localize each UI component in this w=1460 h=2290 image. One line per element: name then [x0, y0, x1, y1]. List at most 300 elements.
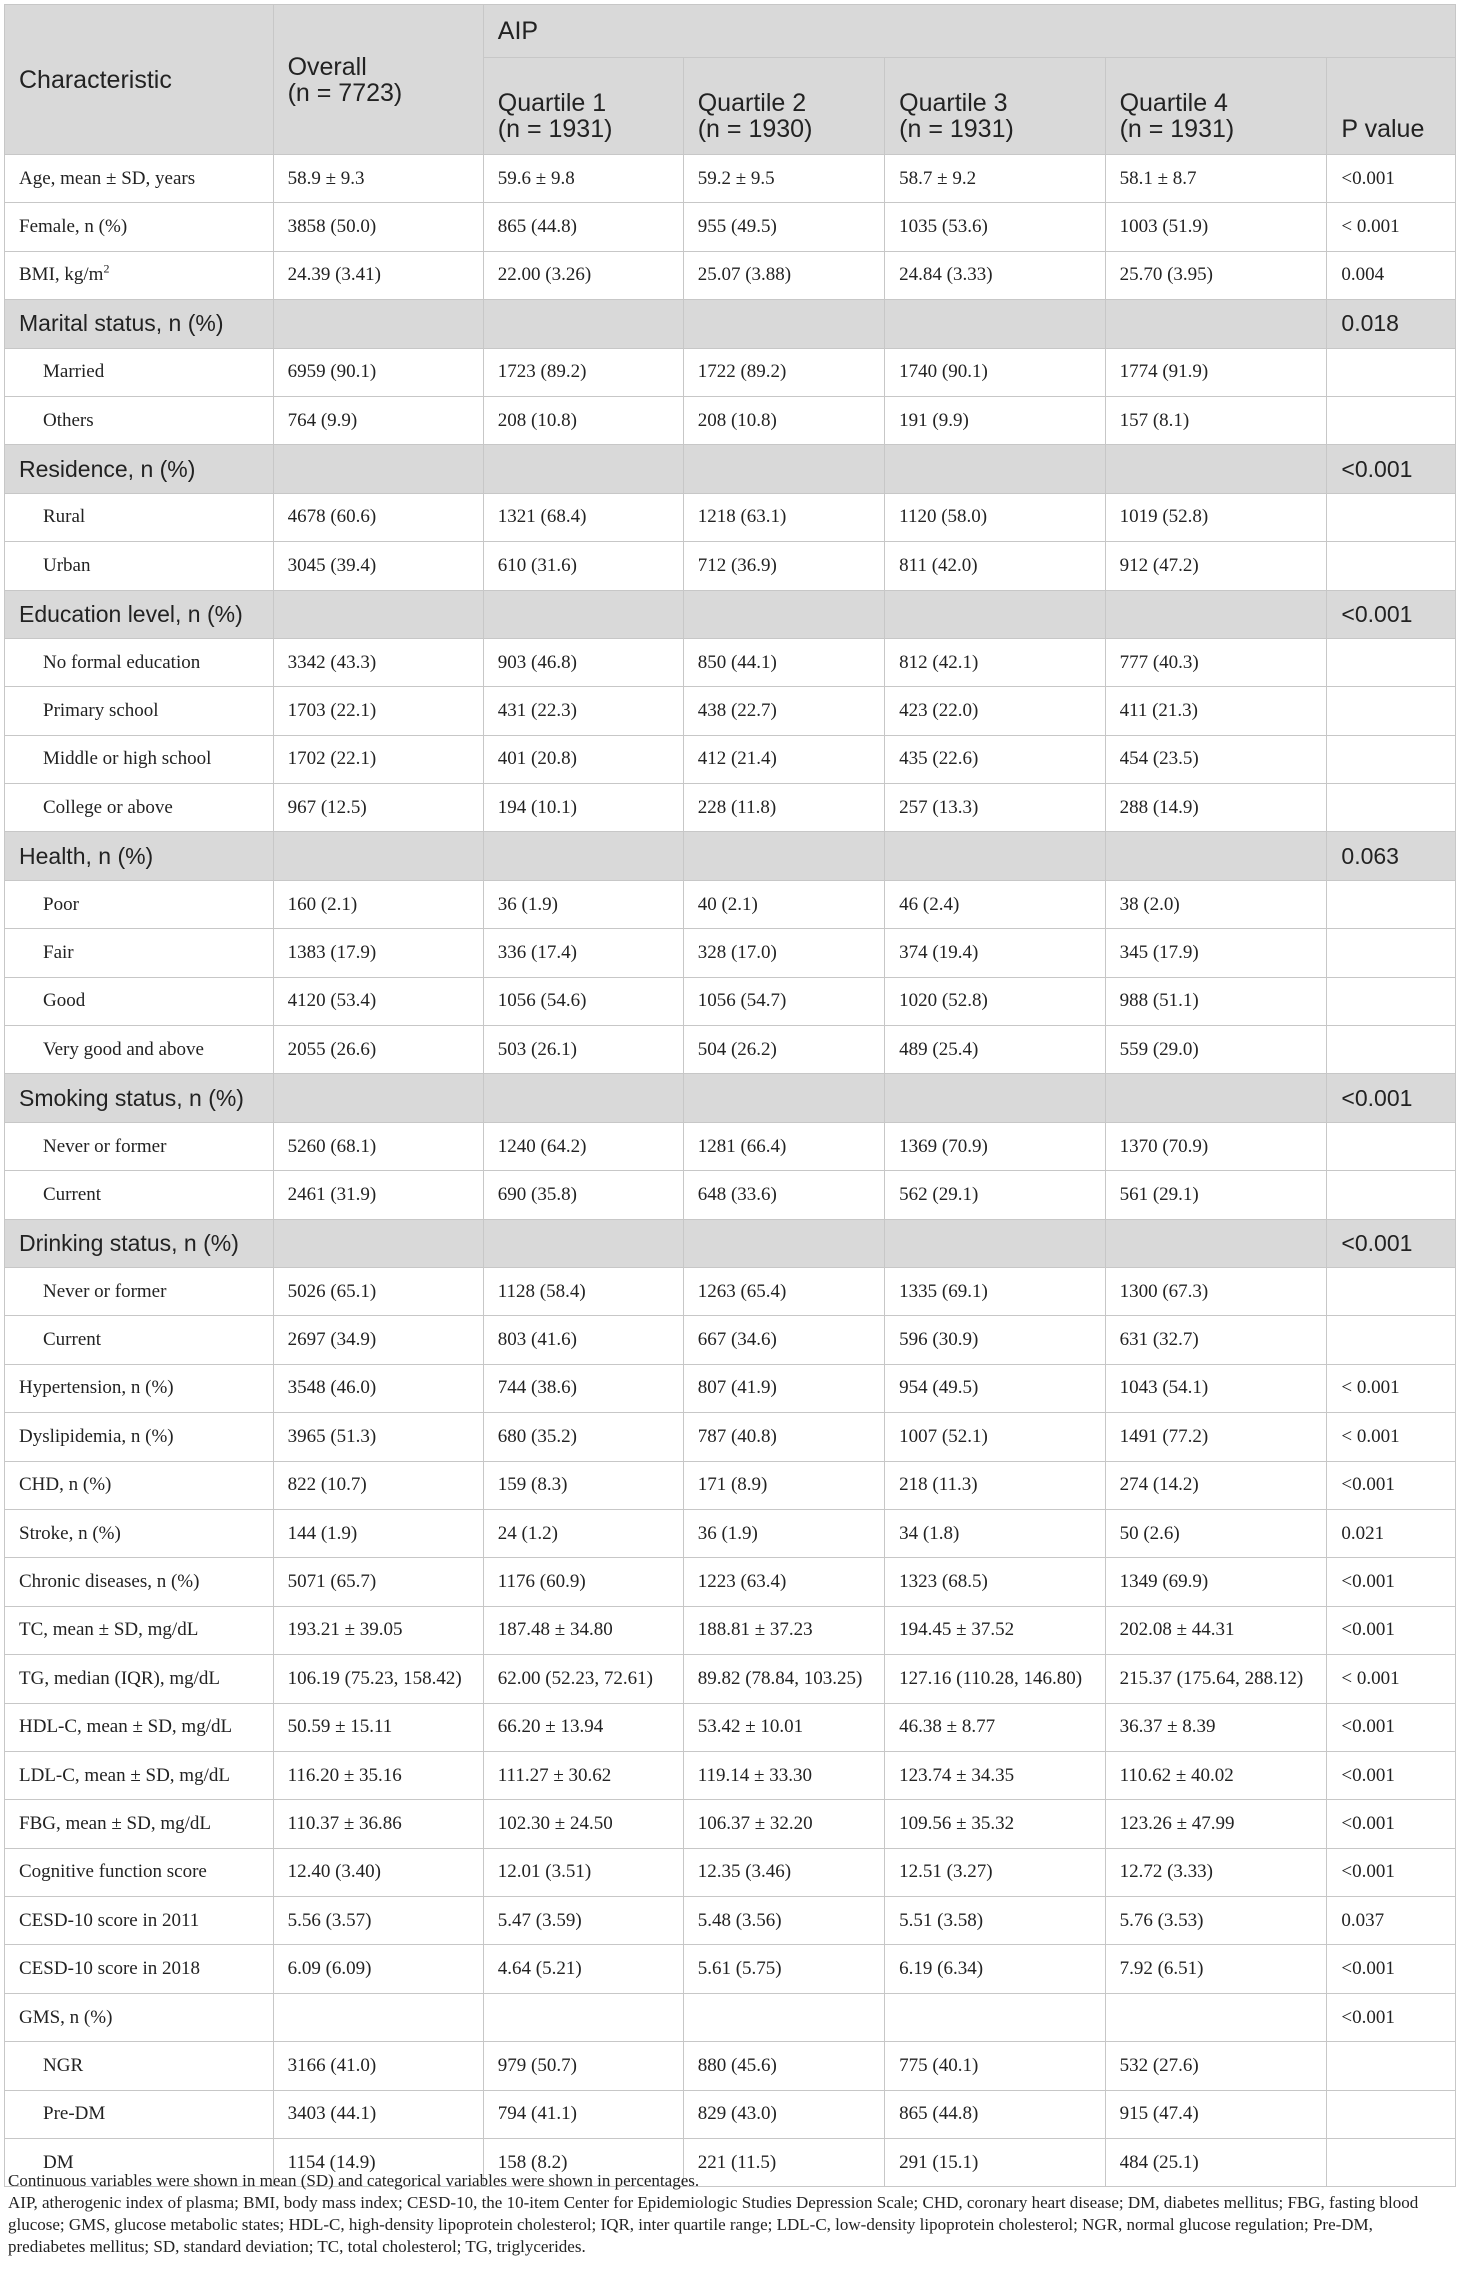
subcategory-row: [5, 2090, 1456, 2138]
cell-quartile-2: 208 (10.8): [683, 396, 884, 444]
row-label: Others: [5, 396, 274, 444]
cell-quartile-4: 7.92 (6.51): [1105, 1945, 1327, 1993]
row-label: Current: [5, 1316, 274, 1364]
cell-quartile-3: 46.38 ± 8.77: [885, 1703, 1105, 1751]
cell-quartile-1: [483, 1219, 683, 1267]
row-label: Fair: [5, 929, 274, 977]
cell-quartile-4: 1491 (77.2): [1105, 1413, 1327, 1461]
cell-quartile-4: 5.76 (3.53): [1105, 1897, 1327, 1945]
cell-overall: 1703 (22.1): [273, 687, 483, 735]
cell-quartile-4: 274 (14.2): [1105, 1461, 1327, 1509]
cell-quartile-2: 119.14 ± 33.30: [683, 1751, 884, 1799]
cell-quartile-4: 532 (27.6): [1105, 2042, 1327, 2090]
cell-quartile-2: 36 (1.9): [683, 1509, 884, 1557]
cell-quartile-3: 812 (42.1): [885, 638, 1105, 686]
cell-p-value: [1327, 1026, 1456, 1074]
row-label: Stroke, n (%): [5, 1509, 274, 1557]
row-label: NGR: [5, 2042, 274, 2090]
cell-quartile-3: 5.51 (3.58): [885, 1897, 1105, 1945]
cell-quartile-1: 803 (41.6): [483, 1316, 683, 1364]
cell-overall: 1702 (22.1): [273, 735, 483, 783]
row-label: Never or former: [5, 1122, 274, 1170]
table-footnotes: [8, 2170, 1448, 2258]
cell-quartile-4: 110.62 ± 40.02: [1105, 1751, 1327, 1799]
cell-quartile-1: 503 (26.1): [483, 1026, 683, 1074]
cell-p-value: [1327, 1267, 1456, 1315]
cell-quartile-1: 111.27 ± 30.62: [483, 1751, 683, 1799]
cell-quartile-3: 1035 (53.6): [885, 203, 1105, 251]
cell-p-value: [1327, 784, 1456, 832]
cell-overall: 4678 (60.6): [273, 493, 483, 541]
table-row: [5, 1993, 1456, 2041]
cell-quartile-1: 431 (22.3): [483, 687, 683, 735]
cell-quartile-4: 1370 (70.9): [1105, 1122, 1327, 1170]
cell-quartile-1: [483, 832, 683, 880]
cell-quartile-3: 596 (30.9): [885, 1316, 1105, 1364]
cell-quartile-2: 171 (8.9): [683, 1461, 884, 1509]
cell-quartile-1: 336 (17.4): [483, 929, 683, 977]
cell-overall: 5260 (68.1): [273, 1122, 483, 1170]
subcategory-row: [5, 735, 1456, 783]
cell-p-value: <0.001: [1327, 1751, 1456, 1799]
cell-quartile-1: 159 (8.3): [483, 1461, 683, 1509]
row-label: FBG, mean ± SD, mg/dL: [5, 1800, 274, 1848]
cell-overall: 2461 (31.9): [273, 1171, 483, 1219]
cell-quartile-2: 1223 (63.4): [683, 1558, 884, 1606]
cell-quartile-3: 1369 (70.9): [885, 1122, 1105, 1170]
cell-quartile-4: [1105, 300, 1327, 348]
subcategory-row: [5, 1267, 1456, 1315]
cell-quartile-3: 423 (22.0): [885, 687, 1105, 735]
header-quartile-4: Quartile 4 (n = 1931): [1105, 58, 1327, 155]
cell-quartile-3: 374 (19.4): [885, 929, 1105, 977]
cell-overall: 5026 (65.1): [273, 1267, 483, 1315]
section-row: [5, 1074, 1456, 1122]
cell-quartile-3: [885, 1219, 1105, 1267]
row-label: Health, n (%): [5, 832, 274, 880]
cell-p-value: <0.001: [1327, 1606, 1456, 1654]
cell-quartile-2: 807 (41.9): [683, 1364, 884, 1412]
baseline-characteristics-table: [4, 4, 1456, 2187]
footnote-variables: Continuous variables were shown in mean (SD) and categorical variables were shown in percentages.: [8, 2171, 700, 2190]
cell-quartile-3: 435 (22.6): [885, 735, 1105, 783]
cell-p-value: <0.001: [1327, 1993, 1456, 2041]
cell-quartile-3: 562 (29.1): [885, 1171, 1105, 1219]
cell-quartile-2: 5.48 (3.56): [683, 1897, 884, 1945]
cell-p-value: [1327, 493, 1456, 541]
row-label: Primary school: [5, 687, 274, 735]
cell-quartile-1: 1056 (54.6): [483, 977, 683, 1025]
cell-quartile-2: [683, 300, 884, 348]
table-row: [5, 1655, 1456, 1703]
cell-quartile-3: [885, 590, 1105, 638]
row-label: Female, n (%): [5, 203, 274, 251]
row-label: CESD-10 score in 2018: [5, 1945, 274, 1993]
cell-quartile-1: 102.30 ± 24.50: [483, 1800, 683, 1848]
cell-overall: 116.20 ± 35.16: [273, 1751, 483, 1799]
table-row: [5, 1751, 1456, 1799]
cell-p-value: 0.004: [1327, 251, 1456, 299]
cell-quartile-3: 775 (40.1): [885, 2042, 1105, 2090]
cell-quartile-2: 955 (49.5): [683, 203, 884, 251]
cell-overall: 3166 (41.0): [273, 2042, 483, 2090]
cell-overall: 3342 (43.3): [273, 638, 483, 686]
cell-quartile-4: 1300 (67.3): [1105, 1267, 1327, 1315]
row-label: Urban: [5, 542, 274, 590]
cell-p-value: < 0.001: [1327, 1364, 1456, 1412]
cell-quartile-1: 610 (31.6): [483, 542, 683, 590]
cell-quartile-1: 794 (41.1): [483, 2090, 683, 2138]
cell-quartile-1: [483, 590, 683, 638]
subcategory-row: [5, 396, 1456, 444]
table-row: [5, 251, 1456, 299]
cell-quartile-4: 1349 (69.9): [1105, 1558, 1327, 1606]
cell-overall: 2055 (26.6): [273, 1026, 483, 1074]
subcategory-row: [5, 493, 1456, 541]
cell-quartile-3: 46 (2.4): [885, 880, 1105, 928]
cell-quartile-3: 12.51 (3.27): [885, 1848, 1105, 1896]
cell-quartile-1: 5.47 (3.59): [483, 1897, 683, 1945]
cell-quartile-3: 109.56 ± 35.32: [885, 1800, 1105, 1848]
subcategory-row: [5, 348, 1456, 396]
cell-p-value: [1327, 929, 1456, 977]
cell-quartile-1: 680 (35.2): [483, 1413, 683, 1461]
cell-quartile-2: 438 (22.7): [683, 687, 884, 735]
table-row: [5, 1364, 1456, 1412]
cell-overall: 3858 (50.0): [273, 203, 483, 251]
cell-quartile-4: 215.37 (175.64, 288.12): [1105, 1655, 1327, 1703]
cell-quartile-1: 194 (10.1): [483, 784, 683, 832]
cell-quartile-1: 12.01 (3.51): [483, 1848, 683, 1896]
cell-quartile-4: [1105, 1074, 1327, 1122]
cell-quartile-2: [683, 590, 884, 638]
cell-p-value: 0.021: [1327, 1509, 1456, 1557]
cell-p-value: [1327, 1122, 1456, 1170]
cell-p-value: <0.001: [1327, 1219, 1456, 1267]
cell-quartile-1: 1723 (89.2): [483, 348, 683, 396]
row-label: Smoking status, n (%): [5, 1074, 274, 1122]
table-row: [5, 1413, 1456, 1461]
header-quartile-2: Quartile 2 (n = 1930): [683, 58, 884, 155]
cell-quartile-4: [1105, 445, 1327, 493]
cell-quartile-4: 58.1 ± 8.7: [1105, 155, 1327, 203]
cell-overall: 193.21 ± 39.05: [273, 1606, 483, 1654]
cell-quartile-1: 401 (20.8): [483, 735, 683, 783]
row-label: Good: [5, 977, 274, 1025]
cell-overall: 110.37 ± 36.86: [273, 1800, 483, 1848]
cell-quartile-1: [483, 300, 683, 348]
row-label: DM: [5, 2139, 274, 2187]
cell-quartile-1: [483, 445, 683, 493]
row-label: Current: [5, 1171, 274, 1219]
cell-quartile-4: 484 (25.1): [1105, 2139, 1327, 2187]
cell-quartile-1: 690 (35.8): [483, 1171, 683, 1219]
cell-overall: [273, 300, 483, 348]
cell-quartile-4: [1105, 590, 1327, 638]
cell-p-value: < 0.001: [1327, 203, 1456, 251]
cell-quartile-2: 53.42 ± 10.01: [683, 1703, 884, 1751]
cell-quartile-3: [885, 445, 1105, 493]
row-label: Age, mean ± SD, years: [5, 155, 274, 203]
subcategory-row: [5, 2042, 1456, 2090]
cell-quartile-2: 1263 (65.4): [683, 1267, 884, 1315]
subcategory-row: [5, 542, 1456, 590]
cell-p-value: <0.001: [1327, 1703, 1456, 1751]
cell-quartile-2: 40 (2.1): [683, 880, 884, 928]
row-label: TG, median (IQR), mg/dL: [5, 1655, 274, 1703]
cell-quartile-3: 191 (9.9): [885, 396, 1105, 444]
cell-overall: 160 (2.1): [273, 880, 483, 928]
row-label: Very good and above: [5, 1026, 274, 1074]
cell-quartile-1: 158 (8.2): [483, 2139, 683, 2187]
row-label: TC, mean ± SD, mg/dL: [5, 1606, 274, 1654]
cell-quartile-1: [483, 1993, 683, 2041]
cell-quartile-1: 62.00 (52.23, 72.61): [483, 1655, 683, 1703]
cell-quartile-4: 1019 (52.8): [1105, 493, 1327, 541]
cell-quartile-1: 865 (44.8): [483, 203, 683, 251]
cell-p-value: <0.001: [1327, 1945, 1456, 1993]
table-body: [5, 155, 1456, 2187]
cell-quartile-3: 954 (49.5): [885, 1364, 1105, 1412]
row-label: Drinking status, n (%): [5, 1219, 274, 1267]
cell-quartile-3: 218 (11.3): [885, 1461, 1105, 1509]
cell-quartile-4: 559 (29.0): [1105, 1026, 1327, 1074]
cell-quartile-4: 1774 (91.9): [1105, 348, 1327, 396]
cell-overall: [273, 1219, 483, 1267]
cell-quartile-3: 1120 (58.0): [885, 493, 1105, 541]
cell-quartile-1: 187.48 ± 34.80: [483, 1606, 683, 1654]
table-row: [5, 1897, 1456, 1945]
row-label: Chronic diseases, n (%): [5, 1558, 274, 1606]
cell-quartile-3: 257 (13.3): [885, 784, 1105, 832]
cell-p-value: 0.037: [1327, 1897, 1456, 1945]
cell-quartile-2: [683, 1993, 884, 2041]
cell-quartile-2: 106.37 ± 32.20: [683, 1800, 884, 1848]
cell-p-value: [1327, 638, 1456, 686]
cell-overall: 3045 (39.4): [273, 542, 483, 590]
cell-quartile-4: 915 (47.4): [1105, 2090, 1327, 2138]
cell-quartile-2: 1722 (89.2): [683, 348, 884, 396]
cell-p-value: [1327, 735, 1456, 783]
cell-overall: 967 (12.5): [273, 784, 483, 832]
cell-quartile-2: 228 (11.8): [683, 784, 884, 832]
cell-quartile-4: 411 (21.3): [1105, 687, 1327, 735]
cell-quartile-3: [885, 1993, 1105, 2041]
table-row: [5, 1461, 1456, 1509]
cell-quartile-4: 631 (32.7): [1105, 1316, 1327, 1364]
header-characteristic: Characteristic: [5, 5, 274, 155]
header-quartile-3: Quartile 3 (n = 1931): [885, 58, 1105, 155]
cell-quartile-3: 194.45 ± 37.52: [885, 1606, 1105, 1654]
cell-quartile-3: [885, 832, 1105, 880]
cell-quartile-3: 1323 (68.5): [885, 1558, 1105, 1606]
cell-quartile-2: [683, 1219, 884, 1267]
cell-quartile-1: 24 (1.2): [483, 1509, 683, 1557]
cell-quartile-4: [1105, 832, 1327, 880]
cell-quartile-4: 912 (47.2): [1105, 542, 1327, 590]
header-p-value: P value: [1327, 58, 1456, 155]
cell-quartile-4: 123.26 ± 47.99: [1105, 1800, 1327, 1848]
cell-quartile-2: [683, 1074, 884, 1122]
cell-overall: 3548 (46.0): [273, 1364, 483, 1412]
cell-p-value: 0.018: [1327, 300, 1456, 348]
cell-quartile-2: 829 (43.0): [683, 2090, 884, 2138]
table-row: [5, 1945, 1456, 1993]
cell-quartile-1: 903 (46.8): [483, 638, 683, 686]
subcategory-row: [5, 687, 1456, 735]
cell-p-value: [1327, 1171, 1456, 1219]
row-label: Marital status, n (%): [5, 300, 274, 348]
cell-p-value: [1327, 396, 1456, 444]
table-row: [5, 1800, 1456, 1848]
table-row: [5, 203, 1456, 251]
subcategory-row: [5, 784, 1456, 832]
cell-quartile-4: 50 (2.6): [1105, 1509, 1327, 1557]
footnote-abbreviations: AIP, atherogenic index of plasma; BMI, body mass index; CESD-10, the 10-item Center for Epidemiologic Studies Depression Scale; CHD, coronary heart disease; DM, diabetes mellitus; FBG, fasting blood glucose; GMS, glucose metabolic states; HDL-C, high-density lipoprotein cholesterol; IQR, inter quartile range; LDL-C, low-density lipoprotein cholesterol; NGR, normal glucose regulation; Pre-DM, prediabetes mellitus; SD, standard deviation; TC, total cholesterol; TG, triglycerides.: [8, 2193, 1419, 2256]
cell-p-value: [1327, 880, 1456, 928]
cell-quartile-2: 188.81 ± 37.23: [683, 1606, 884, 1654]
cell-p-value: <0.001: [1327, 1074, 1456, 1122]
cell-quartile-1: 1176 (60.9): [483, 1558, 683, 1606]
cell-p-value: [1327, 977, 1456, 1025]
cell-quartile-2: 221 (11.5): [683, 2139, 884, 2187]
cell-overall: 58.9 ± 9.3: [273, 155, 483, 203]
row-label: Rural: [5, 493, 274, 541]
cell-p-value: [1327, 1316, 1456, 1364]
cell-quartile-4: 288 (14.9): [1105, 784, 1327, 832]
cell-overall: 24.39 (3.41): [273, 251, 483, 299]
subcategory-row: [5, 880, 1456, 928]
table-row: [5, 155, 1456, 203]
cell-quartile-2: 504 (26.2): [683, 1026, 884, 1074]
subcategory-row: [5, 929, 1456, 977]
table-row: [5, 1606, 1456, 1654]
cell-quartile-4: 345 (17.9): [1105, 929, 1327, 977]
cell-p-value: [1327, 2090, 1456, 2138]
cell-overall: 1383 (17.9): [273, 929, 483, 977]
cell-p-value: <0.001: [1327, 1461, 1456, 1509]
cell-overall: [273, 445, 483, 493]
cell-quartile-4: 36.37 ± 8.39: [1105, 1703, 1327, 1751]
header-row-group: [5, 5, 1456, 58]
cell-quartile-2: 712 (36.9): [683, 542, 884, 590]
cell-quartile-3: 1740 (90.1): [885, 348, 1105, 396]
cell-overall: [273, 590, 483, 638]
cell-quartile-2: 12.35 (3.46): [683, 1848, 884, 1896]
table-row: [5, 1848, 1456, 1896]
row-label: Never or former: [5, 1267, 274, 1315]
row-label: Cognitive function score: [5, 1848, 274, 1896]
cell-quartile-2: 89.82 (78.84, 103.25): [683, 1655, 884, 1703]
cell-quartile-1: 59.6 ± 9.8: [483, 155, 683, 203]
cell-quartile-2: [683, 832, 884, 880]
cell-quartile-1: 1321 (68.4): [483, 493, 683, 541]
row-label: LDL-C, mean ± SD, mg/dL: [5, 1751, 274, 1799]
header-overall: Overall (n = 7723): [273, 5, 483, 155]
cell-overall: 4120 (53.4): [273, 977, 483, 1025]
row-label: Poor: [5, 880, 274, 928]
section-row: [5, 300, 1456, 348]
table-row: [5, 1703, 1456, 1751]
cell-p-value: < 0.001: [1327, 1655, 1456, 1703]
row-label: CHD, n (%): [5, 1461, 274, 1509]
cell-quartile-3: 24.84 (3.33): [885, 251, 1105, 299]
cell-overall: 764 (9.9): [273, 396, 483, 444]
row-label: College or above: [5, 784, 274, 832]
cell-quartile-3: 865 (44.8): [885, 2090, 1105, 2138]
subcategory-row: [5, 638, 1456, 686]
cell-quartile-2: 25.07 (3.88): [683, 251, 884, 299]
cell-p-value: < 0.001: [1327, 1413, 1456, 1461]
cell-quartile-4: 561 (29.1): [1105, 1171, 1327, 1219]
cell-quartile-3: [885, 300, 1105, 348]
subcategory-row: [5, 1316, 1456, 1364]
cell-quartile-2: 648 (33.6): [683, 1171, 884, 1219]
row-label: Hypertension, n (%): [5, 1364, 274, 1412]
subcategory-row: [5, 1122, 1456, 1170]
cell-overall: [273, 832, 483, 880]
cell-quartile-2: 1281 (66.4): [683, 1122, 884, 1170]
cell-p-value: [1327, 2042, 1456, 2090]
cell-overall: 3965 (51.3): [273, 1413, 483, 1461]
row-label: CESD-10 score in 2011: [5, 1897, 274, 1945]
cell-overall: 6959 (90.1): [273, 348, 483, 396]
cell-quartile-3: 1335 (69.1): [885, 1267, 1105, 1315]
cell-quartile-1: [483, 1074, 683, 1122]
cell-overall: 12.40 (3.40): [273, 1848, 483, 1896]
header-aip-group: AIP: [483, 5, 1455, 58]
cell-p-value: <0.001: [1327, 1848, 1456, 1896]
cell-overall: 3403 (44.1): [273, 2090, 483, 2138]
cell-quartile-4: 1043 (54.1): [1105, 1364, 1327, 1412]
cell-overall: [273, 1074, 483, 1122]
cell-quartile-4: 454 (23.5): [1105, 735, 1327, 783]
cell-quartile-1: 1240 (64.2): [483, 1122, 683, 1170]
unit-superscript: 2: [103, 262, 110, 277]
cell-quartile-2: 1056 (54.7): [683, 977, 884, 1025]
cell-p-value: <0.001: [1327, 1558, 1456, 1606]
cell-quartile-4: 1003 (51.9): [1105, 203, 1327, 251]
cell-quartile-3: 1007 (52.1): [885, 1413, 1105, 1461]
table-row: [5, 1509, 1456, 1557]
cell-quartile-3: [885, 1074, 1105, 1122]
section-row: [5, 590, 1456, 638]
subcategory-row: [5, 1171, 1456, 1219]
table-row: [5, 1558, 1456, 1606]
cell-p-value: [1327, 348, 1456, 396]
row-label: HDL-C, mean ± SD, mg/dL: [5, 1703, 274, 1751]
cell-quartile-3: 489 (25.4): [885, 1026, 1105, 1074]
cell-p-value: <0.001: [1327, 445, 1456, 493]
subcategory-row: [5, 1026, 1456, 1074]
cell-quartile-2: 412 (21.4): [683, 735, 884, 783]
cell-quartile-1: 208 (10.8): [483, 396, 683, 444]
row-label: BMI, $kg/m^2$: [5, 251, 274, 299]
cell-quartile-2: 850 (44.1): [683, 638, 884, 686]
cell-quartile-1: 744 (38.6): [483, 1364, 683, 1412]
cell-overall: [273, 1993, 483, 2041]
cell-p-value: <0.001: [1327, 1800, 1456, 1848]
cell-quartile-3: 291 (15.1): [885, 2139, 1105, 2187]
cell-quartile-2: 328 (17.0): [683, 929, 884, 977]
cell-overall: 6.09 (6.09): [273, 1945, 483, 1993]
cell-quartile-2: 1218 (63.1): [683, 493, 884, 541]
cell-quartile-3: 58.7 ± 9.2: [885, 155, 1105, 203]
cell-quartile-4: 157 (8.1): [1105, 396, 1327, 444]
cell-quartile-4: 202.08 ± 44.31: [1105, 1606, 1327, 1654]
cell-quartile-1: 66.20 ± 13.94: [483, 1703, 683, 1751]
cell-quartile-3: 1020 (52.8): [885, 977, 1105, 1025]
